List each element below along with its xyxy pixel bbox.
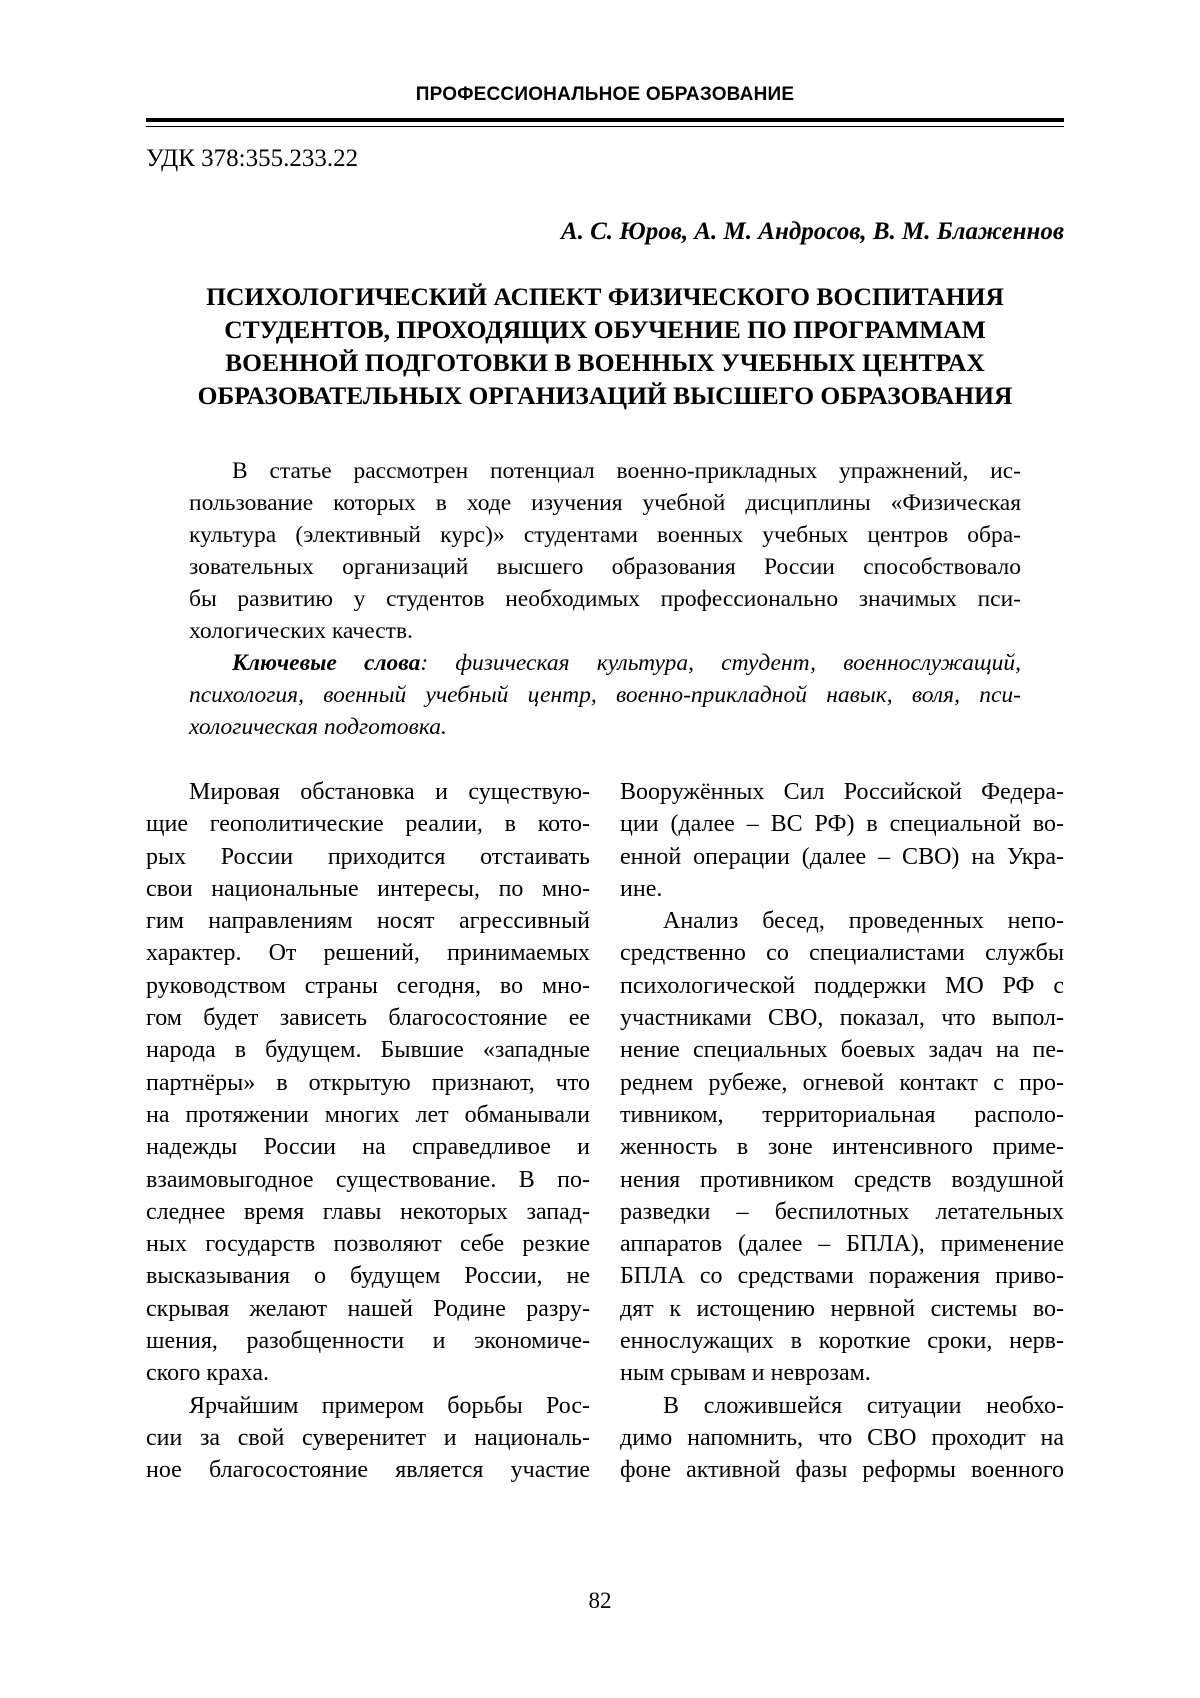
text-line: психологической поддержки МО РФ с	[620, 972, 1064, 999]
abstract-line: бы развитию у студентов необходимых профессионально значимых пси-	[189, 586, 1021, 612]
text-line: руководством страны сегодня, во мно-	[146, 972, 590, 999]
keywords-text: : физическая культура, студент, военнослужащий,	[420, 650, 1021, 676]
abstract-line: хологических качеств.	[189, 618, 413, 644]
text-line: ине.	[620, 875, 663, 902]
text-line: ных государств позволяют себе резкие	[146, 1231, 590, 1258]
text-line: надежды России на справедливое и	[146, 1134, 590, 1161]
running-header: ПРОФЕССИОНАЛЬНОЕ ОБРАЗОВАНИЕ	[415, 84, 795, 105]
title-line: СТУДЕНТОВ, ПРОХОДЯЩИХ ОБУЧЕНИЕ ПО ПРОГРАММАМ	[224, 315, 986, 344]
header-rule-thin	[146, 126, 1064, 127]
text-line: скрывая желают нашей Родине разру-	[146, 1295, 590, 1322]
title-line: ОБРАЗОВАТЕЛЬНЫХ ОРГАНИЗАЦИЙ ВЫСШЕГО ОБРАЗОВАНИЯ	[197, 381, 1013, 410]
text-line: следнее время главы некоторых запад-	[146, 1198, 590, 1225]
text-line: ского краха.	[146, 1360, 269, 1387]
text-line: дят к истощению нервной системы во-	[620, 1295, 1064, 1322]
abstract-line: культура (элективный курс)» студентами военных учебных центров обра-	[189, 522, 1021, 548]
text-line: женность в зоне интенсивного приме-	[620, 1134, 1064, 1161]
text-line: разведки – беспилотных летательных	[620, 1198, 1064, 1225]
text-line: на протяжении многих лет обманывали	[146, 1101, 590, 1128]
text-line: реднем рубеже, огневой контакт с про-	[620, 1069, 1064, 1096]
text-line: димо напомнить, что СВО проходит на	[620, 1424, 1064, 1451]
udk-code: УДК 378:355.233.22	[146, 145, 359, 172]
text-line: Вооружённых Сил Российской Федера-	[620, 779, 1064, 805]
text-line: Анализ бесед, проведенных непо-	[663, 908, 1064, 935]
text-line: сии за свой суверенитет и националь-	[146, 1424, 590, 1451]
text-line: взаимовыгодное существование. В по-	[146, 1166, 590, 1193]
text-line: Ярчайшим примером борьбы Рос-	[189, 1392, 590, 1419]
text-line: участниками СВО, показал, что выпол-	[620, 1005, 1064, 1032]
text-line: фоне активной фазы реформы военного	[620, 1457, 1064, 1484]
text-line: свои национальные интересы, по мно-	[146, 875, 590, 902]
body-column-left	[146, 776, 590, 1487]
text-line: характер. От решений, принимаемых	[146, 940, 590, 967]
text-line: еннослужащих в короткие сроки, нерв-	[620, 1328, 1064, 1355]
keywords-line	[189, 647, 1021, 679]
text-line: партнёры» в открытую признают, что	[146, 1069, 590, 1096]
text-line: народа в будущем. Бывшие «западные	[146, 1037, 590, 1064]
page-number: 82	[588, 1588, 612, 1613]
text-line: В сложившейся ситуации необхо-	[663, 1392, 1064, 1419]
article-title	[146, 280, 1064, 412]
text-line: средственно со специалистами службы	[620, 940, 1064, 967]
text-line: щие геополитические реалии, в кото-	[146, 811, 590, 838]
text-line: БПЛА со средствами поражения приво-	[620, 1263, 1064, 1290]
abstract-line: пользование которых в ходе изучения учебной дисциплины «Физическая	[189, 490, 1021, 516]
text-line: высказывания о будущем России, не	[146, 1263, 590, 1290]
text-line: рых России приходится отстаивать	[146, 843, 590, 870]
text-line: ное благосостояние является участие	[146, 1457, 590, 1484]
title-line: ПСИХОЛОГИЧЕСКИЙ АСПЕКТ ФИЗИЧЕСКОГО ВОСПИТАНИЯ	[206, 282, 1004, 311]
keywords-line: хологическая подготовка.	[189, 714, 447, 740]
text-line: гом будет зависеть благосостояние ее	[146, 1005, 590, 1032]
text-line: аппаратов (далее – БПЛА), применение	[620, 1231, 1064, 1258]
header-rule-thick	[146, 118, 1064, 122]
keywords-line: психология, военный учебный центр, военно-прикладной навык, воля, пси-	[189, 682, 1021, 708]
title-line: ВОЕННОЙ ПОДГОТОВКИ В ВОЕННЫХ УЧЕБНЫХ ЦЕНТРАХ	[225, 348, 985, 377]
abstract-line: В статье рассмотрен потенциал военно-прикладных упражнений, ис-	[232, 458, 1021, 484]
text-line: тивником, территориальная располо-	[620, 1101, 1064, 1128]
text-line: нение специальных боевых задач на пе-	[620, 1037, 1064, 1064]
text-line: Мировая обстановка и существую-	[189, 779, 590, 805]
abstract-line: зовательных организаций высшего образования России способствовало	[189, 554, 1021, 580]
keywords-label: Ключевые слова	[232, 650, 421, 676]
abstract	[189, 455, 1021, 743]
authors: А. С. Юров, А. М. Андросов, В. М. Блаженнов	[560, 218, 1064, 245]
text-line: ции (далее – ВС РФ) в специальной во-	[620, 811, 1064, 838]
text-line: ным срывам и неврозам.	[620, 1360, 871, 1387]
text-line: шения, разобщенности и экономиче-	[146, 1328, 590, 1355]
text-line: енной операции (далее – СВО) на Укра-	[620, 843, 1064, 870]
text-line: гим направлениям носят агрессивный	[146, 908, 590, 935]
text-line: нения противником средств воздушной	[620, 1166, 1064, 1193]
body-column-right	[620, 776, 1064, 1487]
